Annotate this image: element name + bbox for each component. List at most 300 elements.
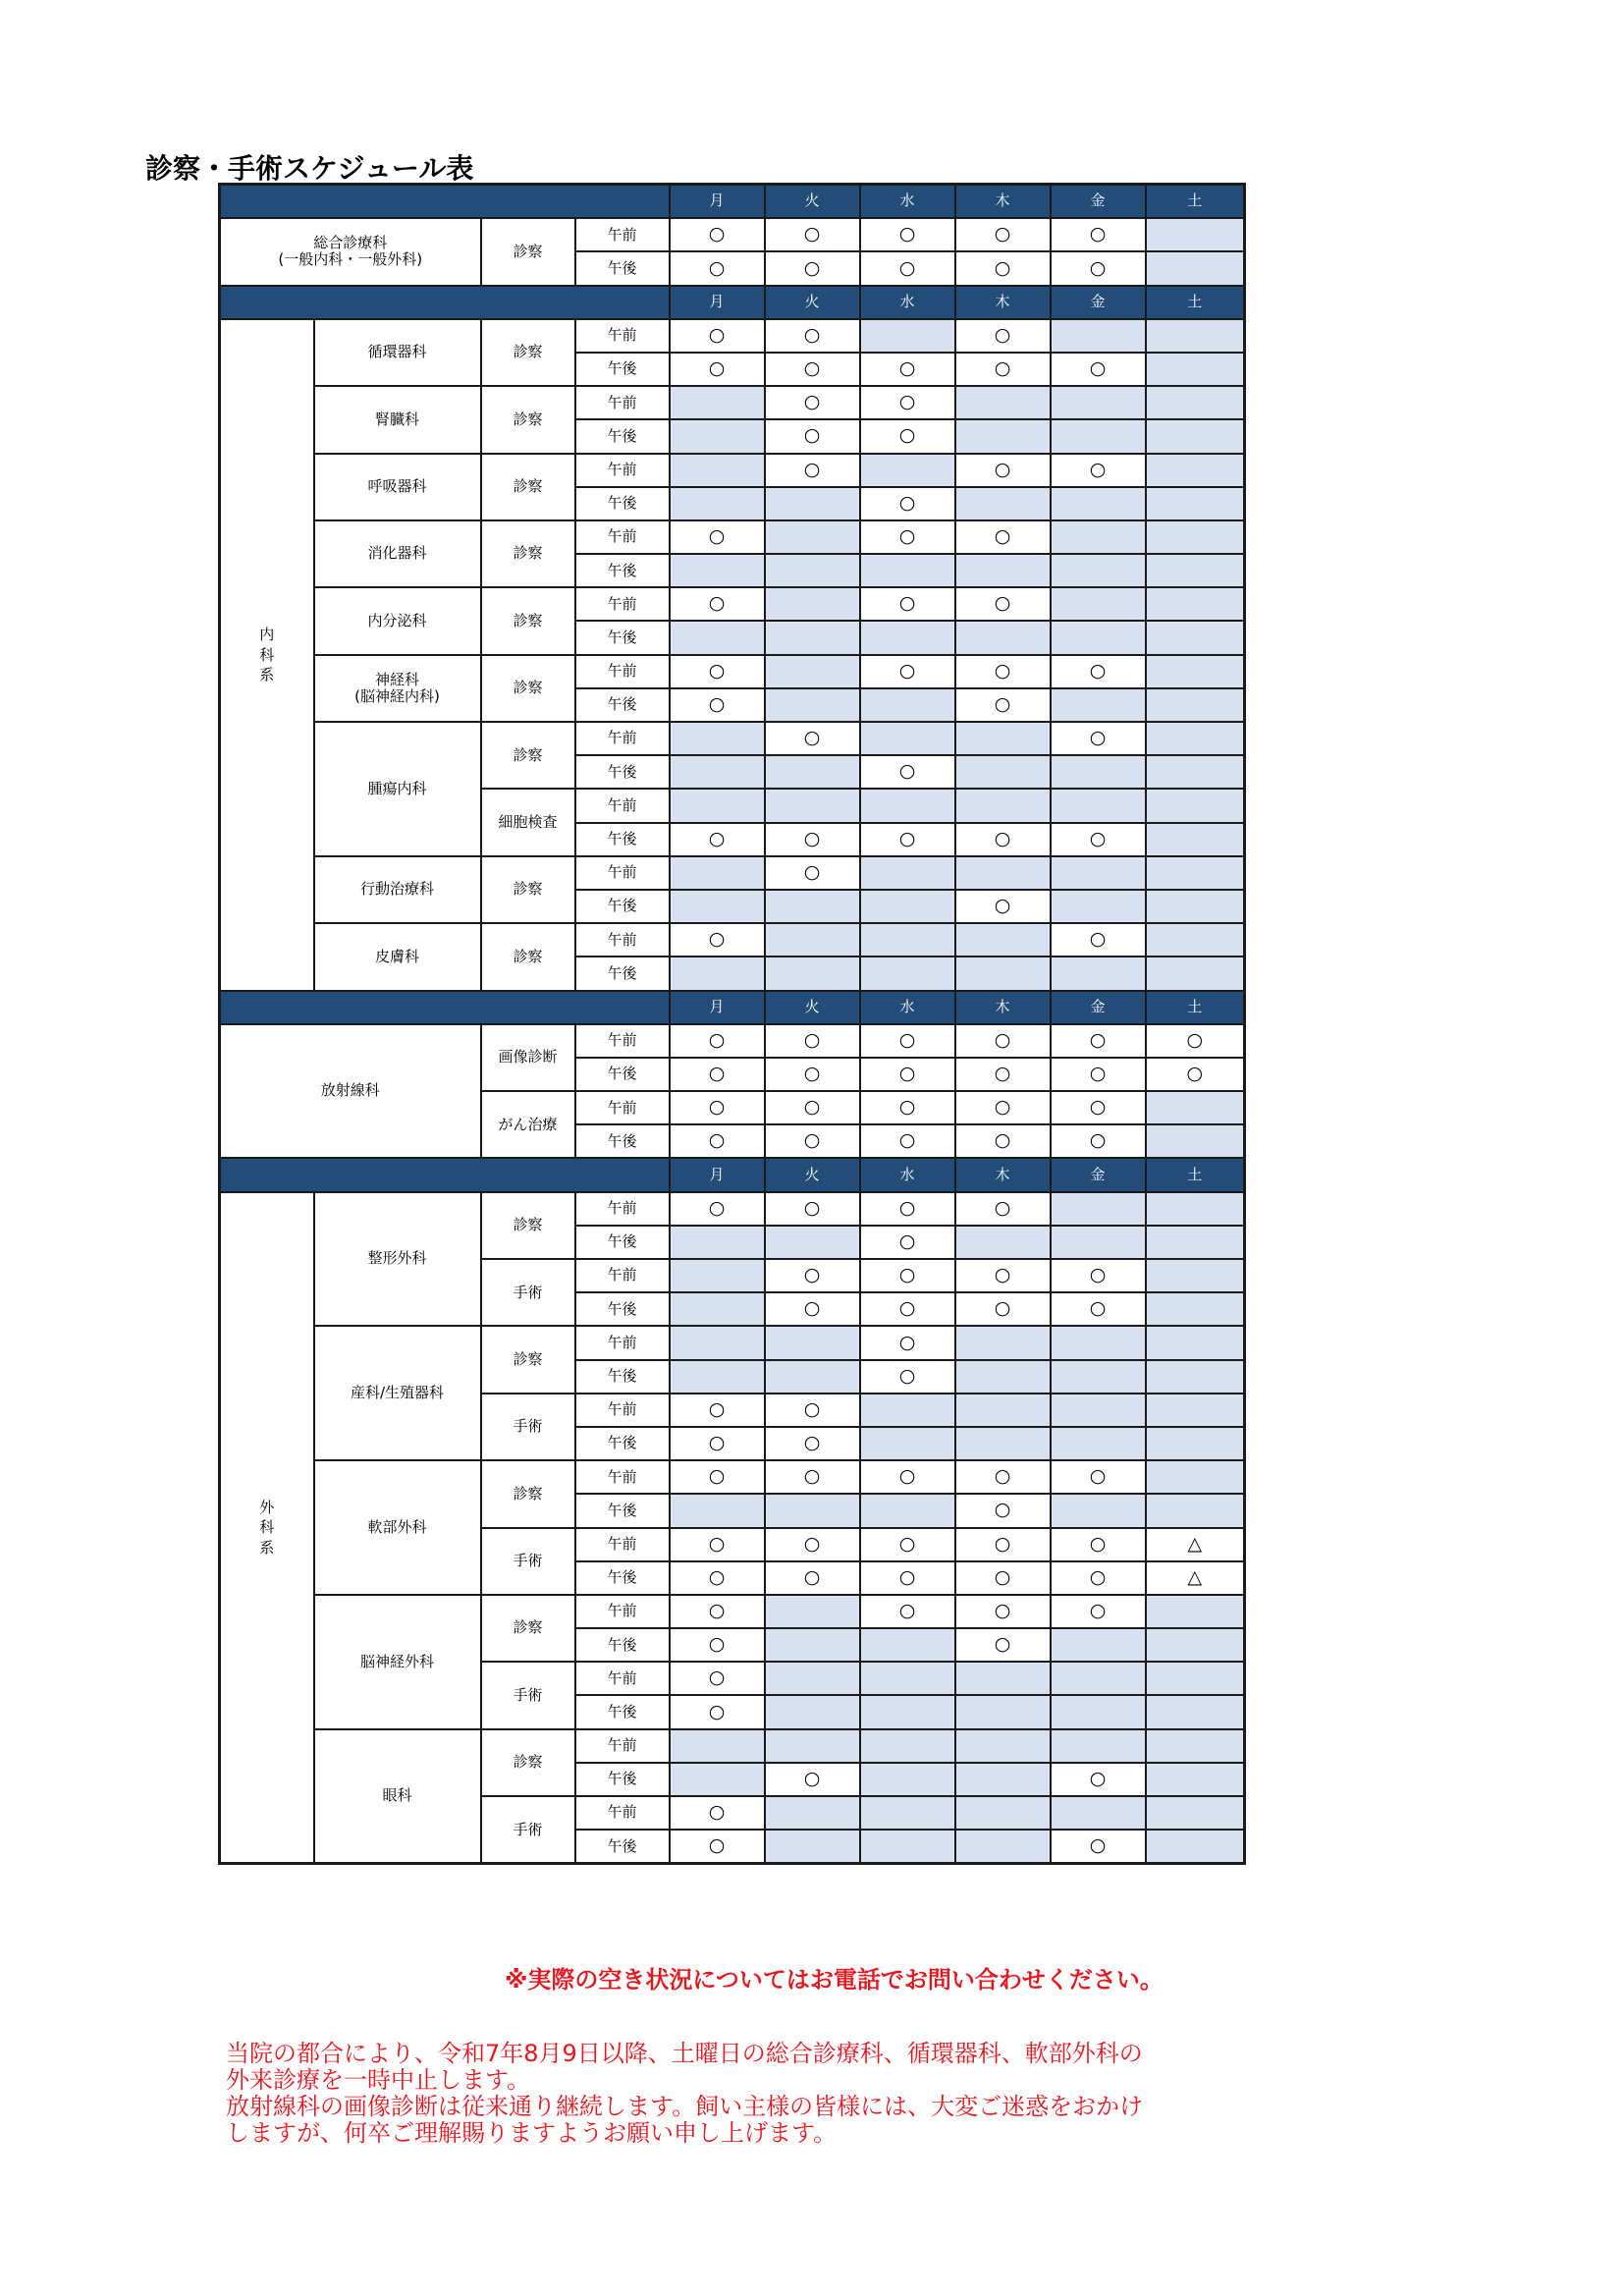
day-header: 火 xyxy=(765,286,860,319)
day-header: 火 xyxy=(765,991,860,1024)
period-label: 午前 xyxy=(575,1326,670,1359)
service-type: 手術 xyxy=(481,1528,575,1595)
schedule-row xyxy=(220,722,1245,755)
department-name: 腎臓科 xyxy=(314,386,481,453)
availability-cell xyxy=(1146,520,1245,554)
availability-cell: ○ xyxy=(765,1024,860,1058)
availability-cell xyxy=(1146,890,1245,923)
day-header: 金 xyxy=(1051,286,1146,319)
period-label: 午後 xyxy=(575,1292,670,1326)
availability-cell xyxy=(1051,1360,1146,1394)
availability-cell: ○ xyxy=(955,454,1051,487)
period-label: 午前 xyxy=(575,1024,670,1058)
period-label: 午後 xyxy=(575,957,670,990)
schedule-row xyxy=(220,218,1245,251)
availability-cell xyxy=(1051,1729,1146,1763)
availability-cell xyxy=(955,1695,1051,1728)
availability-cell xyxy=(860,1729,955,1763)
availability-cell xyxy=(670,487,765,520)
availability-cell: ○ xyxy=(860,587,955,621)
service-type: 細胞検査 xyxy=(481,789,575,855)
period-label: 午前 xyxy=(575,1729,670,1763)
availability-cell xyxy=(1146,789,1245,822)
availability-cell xyxy=(765,587,860,621)
availability-cell: ○ xyxy=(670,1662,765,1695)
availability-cell xyxy=(955,1427,1051,1460)
service-type: 診察 xyxy=(481,218,575,285)
availability-cell: ○ xyxy=(1051,1292,1146,1326)
availability-cell xyxy=(860,1427,955,1460)
availability-cell xyxy=(955,1226,1051,1259)
notice-line: 外来診療を一時中止します。 xyxy=(226,2066,531,2094)
service-type: 手術 xyxy=(481,1259,575,1326)
availability-cell xyxy=(670,1360,765,1394)
availability-cell xyxy=(765,755,860,789)
availability-cell: ○ xyxy=(955,890,1051,923)
department-name: 行動治療科 xyxy=(314,856,481,923)
availability-cell xyxy=(765,1662,860,1695)
availability-cell xyxy=(860,789,955,822)
availability-cell: ○ xyxy=(955,1561,1051,1595)
availability-cell xyxy=(1146,1292,1245,1326)
service-type: 診察 xyxy=(481,520,575,587)
availability-cell xyxy=(860,1830,955,1864)
day-header: 火 xyxy=(765,185,860,219)
availability-cell xyxy=(955,789,1051,822)
availability-cell xyxy=(765,789,860,822)
availability-cell xyxy=(765,1595,860,1628)
availability-cell xyxy=(1146,1830,1245,1864)
availability-cell xyxy=(765,1226,860,1259)
notice-block xyxy=(226,2041,1257,2147)
availability-cell: ○ xyxy=(670,251,765,285)
availability-cell xyxy=(955,621,1051,654)
department-name: 神経科 (脳神経内科) xyxy=(314,655,481,722)
availability-cell xyxy=(955,1830,1051,1864)
availability-cell xyxy=(670,957,765,990)
day-header: 土 xyxy=(1146,1158,1245,1191)
availability-cell xyxy=(1051,386,1146,419)
availability-cell: ○ xyxy=(765,1460,860,1494)
availability-cell xyxy=(765,1628,860,1662)
availability-cell xyxy=(1146,722,1245,755)
availability-cell: ○ xyxy=(955,319,1051,353)
availability-cell xyxy=(1146,957,1245,990)
period-label: 午前 xyxy=(575,520,670,554)
availability-cell: ○ xyxy=(860,1595,955,1628)
period-label: 午前 xyxy=(575,1460,670,1494)
period-label: 午前 xyxy=(575,789,670,822)
availability-cell xyxy=(1146,1494,1245,1527)
availability-cell xyxy=(1146,1427,1245,1460)
availability-cell: ○ xyxy=(670,218,765,251)
service-type: 手術 xyxy=(481,1662,575,1728)
availability-cell xyxy=(955,856,1051,890)
availability-cell: ○ xyxy=(955,1091,1051,1124)
service-type: 手術 xyxy=(481,1796,575,1864)
service-type: 手術 xyxy=(481,1394,575,1460)
availability-cell xyxy=(670,789,765,822)
availability-cell: ○ xyxy=(860,1326,955,1359)
availability-cell: ○ xyxy=(1051,1460,1146,1494)
period-label: 午後 xyxy=(575,487,670,520)
availability-cell xyxy=(1051,1662,1146,1695)
availability-cell: ○ xyxy=(670,520,765,554)
availability-cell xyxy=(1051,789,1146,822)
availability-cell xyxy=(955,1796,1051,1830)
period-label: 午後 xyxy=(575,1427,670,1460)
day-header: 金 xyxy=(1051,1158,1146,1191)
availability-cell: ○ xyxy=(765,353,860,386)
availability-cell: ○ xyxy=(955,1494,1051,1527)
day-header: 月 xyxy=(670,991,765,1024)
availability-cell xyxy=(765,890,860,923)
availability-cell: ○ xyxy=(670,1192,765,1226)
availability-cell: ○ xyxy=(1146,1058,1245,1091)
period-label: 午後 xyxy=(575,554,670,587)
availability-cell: ○ xyxy=(955,1460,1051,1494)
notice-line: しますが、何卒ご理解賜りますようお願い申し上げます。 xyxy=(226,2119,838,2147)
service-type: 診察 xyxy=(481,722,575,789)
availability-cell: ○ xyxy=(765,1124,860,1158)
period-label: 午前 xyxy=(575,587,670,621)
availability-cell xyxy=(1146,755,1245,789)
availability-cell: ○ xyxy=(765,419,860,453)
availability-cell xyxy=(1051,621,1146,654)
schedule-table xyxy=(218,183,1246,1865)
availability-cell xyxy=(670,621,765,654)
period-label: 午後 xyxy=(575,251,670,285)
availability-cell xyxy=(955,487,1051,520)
header-blank xyxy=(220,1158,670,1191)
availability-cell xyxy=(1146,1628,1245,1662)
availability-cell: ○ xyxy=(860,1058,955,1091)
availability-cell: ○ xyxy=(670,1091,765,1124)
period-label: 午前 xyxy=(575,319,670,353)
availability-cell xyxy=(955,755,1051,789)
availability-cell xyxy=(1146,353,1245,386)
availability-cell xyxy=(670,554,765,587)
availability-cell: ○ xyxy=(670,923,765,957)
service-type: 診察 xyxy=(481,1460,575,1527)
service-type: 診察 xyxy=(481,1192,575,1259)
availability-cell: △ xyxy=(1146,1528,1245,1561)
day-header: 金 xyxy=(1051,185,1146,219)
availability-cell xyxy=(860,454,955,487)
availability-cell xyxy=(670,755,765,789)
availability-cell xyxy=(860,554,955,587)
availability-cell: ○ xyxy=(765,251,860,285)
availability-cell xyxy=(1051,856,1146,890)
availability-cell: ○ xyxy=(955,1595,1051,1628)
department-name: 皮膚科 xyxy=(314,923,481,990)
availability-cell: ○ xyxy=(765,722,860,755)
availability-cell: ○ xyxy=(670,1058,765,1091)
availability-cell xyxy=(1051,554,1146,587)
category-label: 内 科 系 xyxy=(220,319,314,991)
availability-cell xyxy=(955,1729,1051,1763)
availability-cell: ○ xyxy=(670,655,765,688)
availability-cell: ○ xyxy=(1051,1058,1146,1091)
schedule-row xyxy=(220,856,1245,890)
availability-cell xyxy=(670,386,765,419)
availability-cell: ○ xyxy=(955,1292,1051,1326)
availability-cell xyxy=(860,1394,955,1427)
availability-cell xyxy=(1146,251,1245,285)
day-header: 火 xyxy=(765,1158,860,1191)
availability-cell xyxy=(1051,890,1146,923)
availability-cell: ○ xyxy=(670,587,765,621)
period-label: 午前 xyxy=(575,454,670,487)
availability-cell xyxy=(1146,1259,1245,1292)
availability-cell xyxy=(765,655,860,688)
availability-cell: ○ xyxy=(765,1763,860,1796)
day-header-row xyxy=(220,185,1245,219)
availability-cell xyxy=(860,1763,955,1796)
service-type: 診察 xyxy=(481,587,575,654)
period-label: 午後 xyxy=(575,1058,670,1091)
availability-cell: ○ xyxy=(765,856,860,890)
availability-cell: ○ xyxy=(860,1460,955,1494)
availability-cell: ○ xyxy=(955,655,1051,688)
schedule-row xyxy=(220,319,1245,353)
availability-cell xyxy=(860,1695,955,1728)
availability-cell xyxy=(765,688,860,722)
availability-cell xyxy=(1146,1394,1245,1427)
availability-cell: ○ xyxy=(670,1628,765,1662)
period-label: 午後 xyxy=(575,890,670,923)
availability-cell: ○ xyxy=(765,1394,860,1427)
period-label: 午後 xyxy=(575,1360,670,1394)
availability-cell xyxy=(860,957,955,990)
availability-cell xyxy=(1051,688,1146,722)
availability-cell: ○ xyxy=(670,1695,765,1728)
availability-cell xyxy=(1146,319,1245,353)
schedule-row xyxy=(220,1460,1245,1494)
availability-cell: ○ xyxy=(765,1528,860,1561)
availability-cell xyxy=(670,890,765,923)
availability-cell xyxy=(1146,1192,1245,1226)
availability-cell: ○ xyxy=(670,353,765,386)
availability-cell: ○ xyxy=(670,1427,765,1460)
availability-cell: ○ xyxy=(955,218,1051,251)
availability-cell: ○ xyxy=(860,1226,955,1259)
availability-cell: ○ xyxy=(955,1124,1051,1158)
service-type: がん治療 xyxy=(481,1091,575,1158)
availability-cell xyxy=(1146,554,1245,587)
availability-cell: ○ xyxy=(765,1427,860,1460)
day-header: 水 xyxy=(860,991,955,1024)
availability-cell: ○ xyxy=(1051,1091,1146,1124)
availability-cell: ○ xyxy=(955,688,1051,722)
availability-cell xyxy=(765,1830,860,1864)
period-label: 午後 xyxy=(575,1695,670,1728)
availability-cell xyxy=(670,1763,765,1796)
availability-cell: ○ xyxy=(860,1259,955,1292)
availability-cell xyxy=(1146,218,1245,251)
availability-cell xyxy=(1051,1796,1146,1830)
availability-cell: ○ xyxy=(1051,1259,1146,1292)
availability-cell xyxy=(1051,1326,1146,1359)
availability-cell: ○ xyxy=(860,1360,955,1394)
availability-cell: ○ xyxy=(670,1460,765,1494)
availability-cell: ○ xyxy=(860,655,955,688)
day-header: 水 xyxy=(860,1158,955,1191)
availability-cell: ○ xyxy=(765,1091,860,1124)
period-label: 午前 xyxy=(575,1192,670,1226)
availability-cell xyxy=(765,554,860,587)
period-label: 午後 xyxy=(575,823,670,856)
availability-cell xyxy=(765,621,860,654)
period-label: 午後 xyxy=(575,419,670,453)
availability-cell xyxy=(765,923,860,957)
availability-cell xyxy=(860,722,955,755)
availability-cell xyxy=(765,1695,860,1728)
department-name: 循環器科 xyxy=(314,319,481,386)
availability-cell: ○ xyxy=(955,1024,1051,1058)
day-header: 木 xyxy=(955,286,1051,319)
availability-cell: ○ xyxy=(765,1058,860,1091)
availability-cell xyxy=(1146,1226,1245,1259)
period-label: 午前 xyxy=(575,1595,670,1628)
day-header-row xyxy=(220,286,1245,319)
page-title: 診察・手術スケジュール表 xyxy=(145,152,474,185)
availability-cell: ○ xyxy=(955,1058,1051,1091)
department-name: 軟部外科 xyxy=(314,1460,481,1595)
availability-cell xyxy=(1146,1729,1245,1763)
header-blank xyxy=(220,991,670,1024)
availability-cell xyxy=(1146,621,1245,654)
category-label: 外 科 系 xyxy=(220,1192,314,1864)
header-blank xyxy=(220,185,670,219)
availability-cell xyxy=(1146,1460,1245,1494)
schedule-row xyxy=(220,1192,1245,1226)
availability-cell: ○ xyxy=(670,1561,765,1595)
period-label: 午前 xyxy=(575,923,670,957)
day-header: 水 xyxy=(860,286,955,319)
availability-cell xyxy=(860,1494,955,1527)
period-label: 午前 xyxy=(575,1394,670,1427)
availability-cell xyxy=(955,554,1051,587)
availability-cell xyxy=(955,1394,1051,1427)
period-label: 午後 xyxy=(575,621,670,654)
availability-cell: ○ xyxy=(860,823,955,856)
availability-cell: ○ xyxy=(860,218,955,251)
day-header: 月 xyxy=(670,1158,765,1191)
availability-cell xyxy=(670,419,765,453)
notice-line: 当院の都合により、令和7年8月9日以降、土曜日の総合診療科、循環器科、軟部外科の xyxy=(226,2040,1143,2067)
day-header: 木 xyxy=(955,185,1051,219)
availability-cell: ○ xyxy=(860,1192,955,1226)
day-header: 木 xyxy=(955,991,1051,1024)
availability-cell xyxy=(860,856,955,890)
day-header: 月 xyxy=(670,286,765,319)
availability-cell xyxy=(1146,923,1245,957)
period-label: 午後 xyxy=(575,688,670,722)
availability-cell xyxy=(1146,1695,1245,1728)
schedule-row xyxy=(220,655,1245,688)
availability-cell xyxy=(1146,1091,1245,1124)
period-label: 午前 xyxy=(575,856,670,890)
availability-cell xyxy=(1146,1662,1245,1695)
availability-cell: ○ xyxy=(670,319,765,353)
availability-cell: ○ xyxy=(670,688,765,722)
service-type: 診察 xyxy=(481,386,575,453)
day-header: 木 xyxy=(955,1158,1051,1191)
availability-cell xyxy=(955,923,1051,957)
availability-cell xyxy=(765,957,860,990)
period-label: 午後 xyxy=(575,1226,670,1259)
period-label: 午前 xyxy=(575,218,670,251)
day-header: 土 xyxy=(1146,185,1245,219)
availability-cell: ○ xyxy=(670,1394,765,1427)
department-name: 総合診療科 (一般内科・一般外科) xyxy=(220,218,481,285)
availability-cell: ○ xyxy=(860,487,955,520)
availability-cell: ○ xyxy=(1051,823,1146,856)
availability-cell: ○ xyxy=(860,1292,955,1326)
period-label: 午前 xyxy=(575,655,670,688)
availability-cell: ○ xyxy=(1051,353,1146,386)
availability-cell xyxy=(955,386,1051,419)
department-name: 腫瘍内科 xyxy=(314,722,481,856)
notice-line: 放射線科の画像診断は従来通り継続します。飼い主様の皆様には、大変ご迷惑をおかけ xyxy=(226,2093,1144,2120)
availability-cell xyxy=(955,1326,1051,1359)
availability-cell xyxy=(1146,419,1245,453)
availability-cell xyxy=(1146,1595,1245,1628)
availability-cell: ○ xyxy=(1051,655,1146,688)
availability-cell xyxy=(1051,1628,1146,1662)
availability-cell xyxy=(1146,1360,1245,1394)
availability-cell xyxy=(1051,1394,1146,1427)
availability-cell: ○ xyxy=(955,587,1051,621)
day-header: 月 xyxy=(670,185,765,219)
availability-cell: ○ xyxy=(1051,1561,1146,1595)
availability-cell xyxy=(860,319,955,353)
availability-cell: ○ xyxy=(955,1628,1051,1662)
availability-cell: ○ xyxy=(860,353,955,386)
availability-cell: △ xyxy=(1146,1561,1245,1595)
period-label: 午前 xyxy=(575,1259,670,1292)
availability-cell xyxy=(1051,487,1146,520)
availability-cell: ○ xyxy=(860,1561,955,1595)
availability-cell: ○ xyxy=(670,1528,765,1561)
day-header: 土 xyxy=(1146,991,1245,1024)
availability-cell: ○ xyxy=(765,386,860,419)
schedule-row xyxy=(220,587,1245,621)
service-type: 診察 xyxy=(481,319,575,386)
availability-cell xyxy=(1146,688,1245,722)
availability-cell: ○ xyxy=(955,251,1051,285)
availability-cell: ○ xyxy=(1051,251,1146,285)
schedule-row xyxy=(220,386,1245,419)
day-header-row xyxy=(220,991,1245,1024)
period-label: 午後 xyxy=(575,1561,670,1595)
header-blank xyxy=(220,286,670,319)
schedule-row xyxy=(220,1595,1245,1628)
availability-cell xyxy=(765,1360,860,1394)
period-label: 午前 xyxy=(575,1662,670,1695)
availability-cell: ○ xyxy=(860,419,955,453)
availability-cell: ○ xyxy=(860,1124,955,1158)
period-label: 午前 xyxy=(575,1528,670,1561)
availability-cell: ○ xyxy=(765,1561,860,1595)
availability-cell: ○ xyxy=(1051,923,1146,957)
availability-cell: ○ xyxy=(670,1796,765,1830)
availability-cell xyxy=(860,923,955,957)
day-header: 金 xyxy=(1051,991,1146,1024)
day-header-row xyxy=(220,1158,1245,1191)
department-name: 呼吸器科 xyxy=(314,454,481,520)
